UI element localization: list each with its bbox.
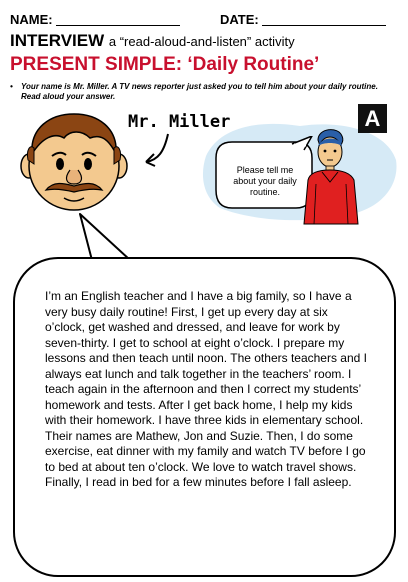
worksheet-badge: A (358, 104, 387, 133)
bullet-icon: • (10, 82, 13, 91)
title-main: INTERVIEW (10, 31, 105, 50)
name-label: NAME: (10, 12, 53, 27)
reporter-question: Please tell me about your daily routine. (233, 165, 297, 197)
page-title (10, 31, 295, 51)
mr-miller-face-icon (20, 108, 128, 214)
date-field-line[interactable] (262, 25, 386, 26)
name-field-line[interactable] (56, 25, 180, 26)
date-label: DATE: (220, 12, 259, 27)
character-label: Mr. Miller (128, 112, 231, 132)
instructions-text: Your name is Mr. Miller. A TV news reporter just asked you to tell him about your daily routine. Read aloud your answer. (21, 82, 378, 101)
arrow-icon (138, 130, 178, 170)
topic-title: PRESENT SIMPLE: ‘Daily Routine’ (10, 54, 320, 75)
title-subtitle: a “read-aloud-and-listen” activity (108, 34, 295, 49)
answer-text: I’m an English teacher and I have a big family, so I have a very busy daily routine! First, I get up every day at six o’clock, get washed and dressed, and leave for work by seven-thirty. I get to school at eight o’clock. I prepare my lessons and then teach until noon. The others teachers and I always eat lunch and talk together in the teachers’ room. I teach again in the afternoon and then I correct my students’ homework and tests. After I get back home, I help my kids with their homework. I have three kids in elementary school. Their names are Mathew, Jon and Suzie. Then, I do some exercise, eat dinner with my family and watch TV before I go to bed at about ten o’clock. We love to watch travel shows. Finally, I read in bed for a few minutes before I fall asleep. (45, 289, 367, 489)
